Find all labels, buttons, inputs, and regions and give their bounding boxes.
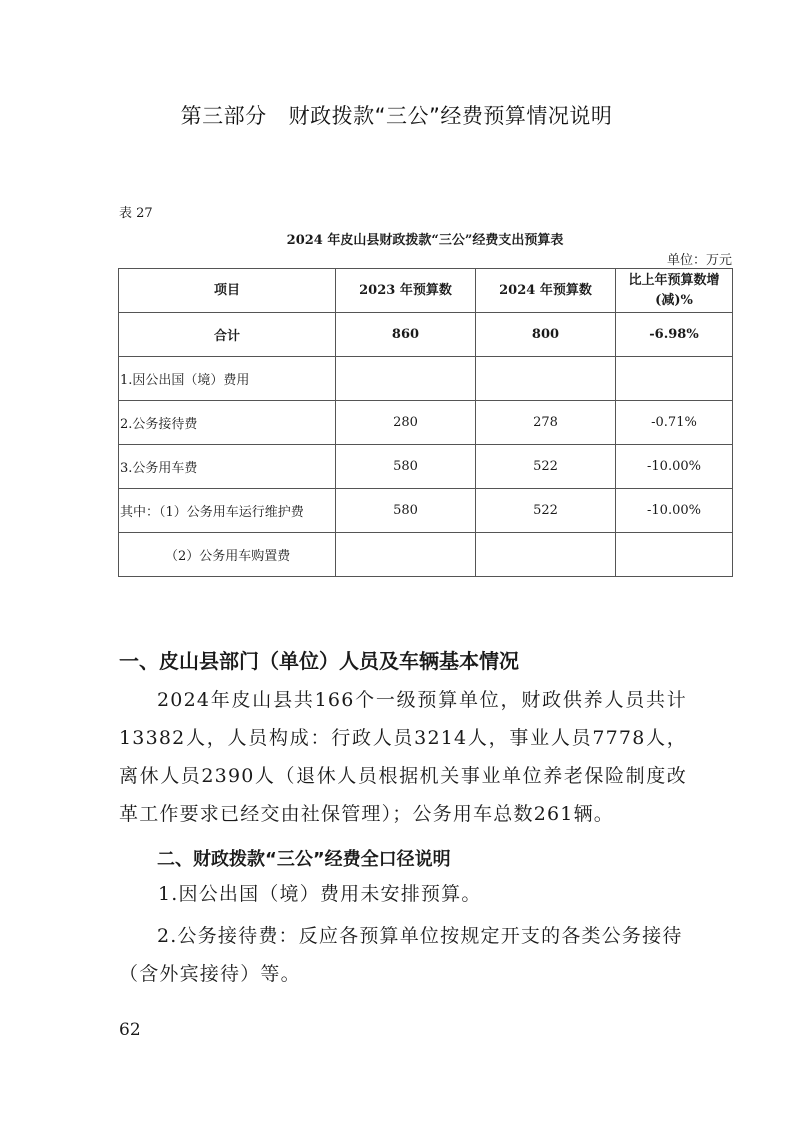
- cell-change: -6.98%: [616, 313, 733, 357]
- section-2-heading: 二、财政拨款“三公”经费全口径说明: [157, 849, 451, 870]
- cell-change: -10.00%: [616, 445, 733, 489]
- header-item: 项目: [119, 269, 336, 313]
- cell-item: 3.公务用车费: [119, 445, 336, 489]
- header-2023: 2023 年预算数: [336, 269, 476, 313]
- section-1-heading: 一、皮山县部门（单位）人员及车辆基本情况: [119, 649, 519, 673]
- table-row: [119, 533, 733, 577]
- section-1-paragraph: [119, 681, 687, 833]
- table-number: 表 27: [119, 206, 153, 221]
- cell-2024: [476, 357, 616, 401]
- part-title-prefix: 第三部分: [180, 104, 267, 128]
- cell-change: -10.00%: [616, 489, 733, 533]
- cell-item: 合计: [119, 313, 336, 357]
- cell-change: [616, 533, 733, 577]
- part-title: [0, 100, 793, 130]
- cell-2023: [336, 357, 476, 401]
- table-row: [119, 445, 733, 489]
- cell-2023: 580: [336, 489, 476, 533]
- section-2-item-2-block: [119, 917, 687, 993]
- budget-table: [118, 268, 733, 577]
- header-2024: 2024 年预算数: [476, 269, 616, 313]
- table-row: [119, 401, 733, 445]
- table-row: [119, 357, 733, 401]
- section-2-item-2: 2.公务接待费：反应各预算单位按规定开支的各类公务接待（含外宾接待）等。: [119, 925, 683, 985]
- section-1-text: 2024年皮山县共166个一级预算单位，财政供养人员共计13382人，人员构成：行政人员3214人，事业人员7778人，离休人员2390人（退休人员根据机关事业单位养老保险制度改革工作要求已经交由社保管理）；公务用车总数261辆。: [119, 689, 687, 825]
- page-number: 62: [119, 1020, 141, 1040]
- cell-item: 2.公务接待费: [119, 401, 336, 445]
- section-2-item-1: 1.因公出国（境）费用未安排预算。: [158, 883, 482, 905]
- cell-2023: 580: [336, 445, 476, 489]
- cell-2024: 522: [476, 445, 616, 489]
- header-change: 比上年预算数增(减)%: [616, 269, 733, 313]
- part-title-text: 财政拨款“三公”经费预算情况说明: [288, 104, 613, 128]
- cell-2024: 522: [476, 489, 616, 533]
- table-header-row: [119, 269, 733, 313]
- cell-item: （2）公务用车购置费: [119, 533, 336, 577]
- cell-change: -0.71%: [616, 401, 733, 445]
- table-row: [119, 489, 733, 533]
- table-row-total: [119, 313, 733, 357]
- cell-2024: 800: [476, 313, 616, 357]
- cell-2024: 278: [476, 401, 616, 445]
- cell-item: 其中：（1）公务用车运行维护费: [119, 489, 336, 533]
- table-unit: 单位：万元: [666, 253, 732, 268]
- cell-change: [616, 357, 733, 401]
- table-title: 2024 年皮山县财政拨款“三公”经费支出预算表: [286, 233, 564, 248]
- cell-2023: 860: [336, 313, 476, 357]
- cell-item: 1.因公出国（境）费用: [119, 357, 336, 401]
- cell-2023: 280: [336, 401, 476, 445]
- cell-2023: [336, 533, 476, 577]
- cell-2024: [476, 533, 616, 577]
